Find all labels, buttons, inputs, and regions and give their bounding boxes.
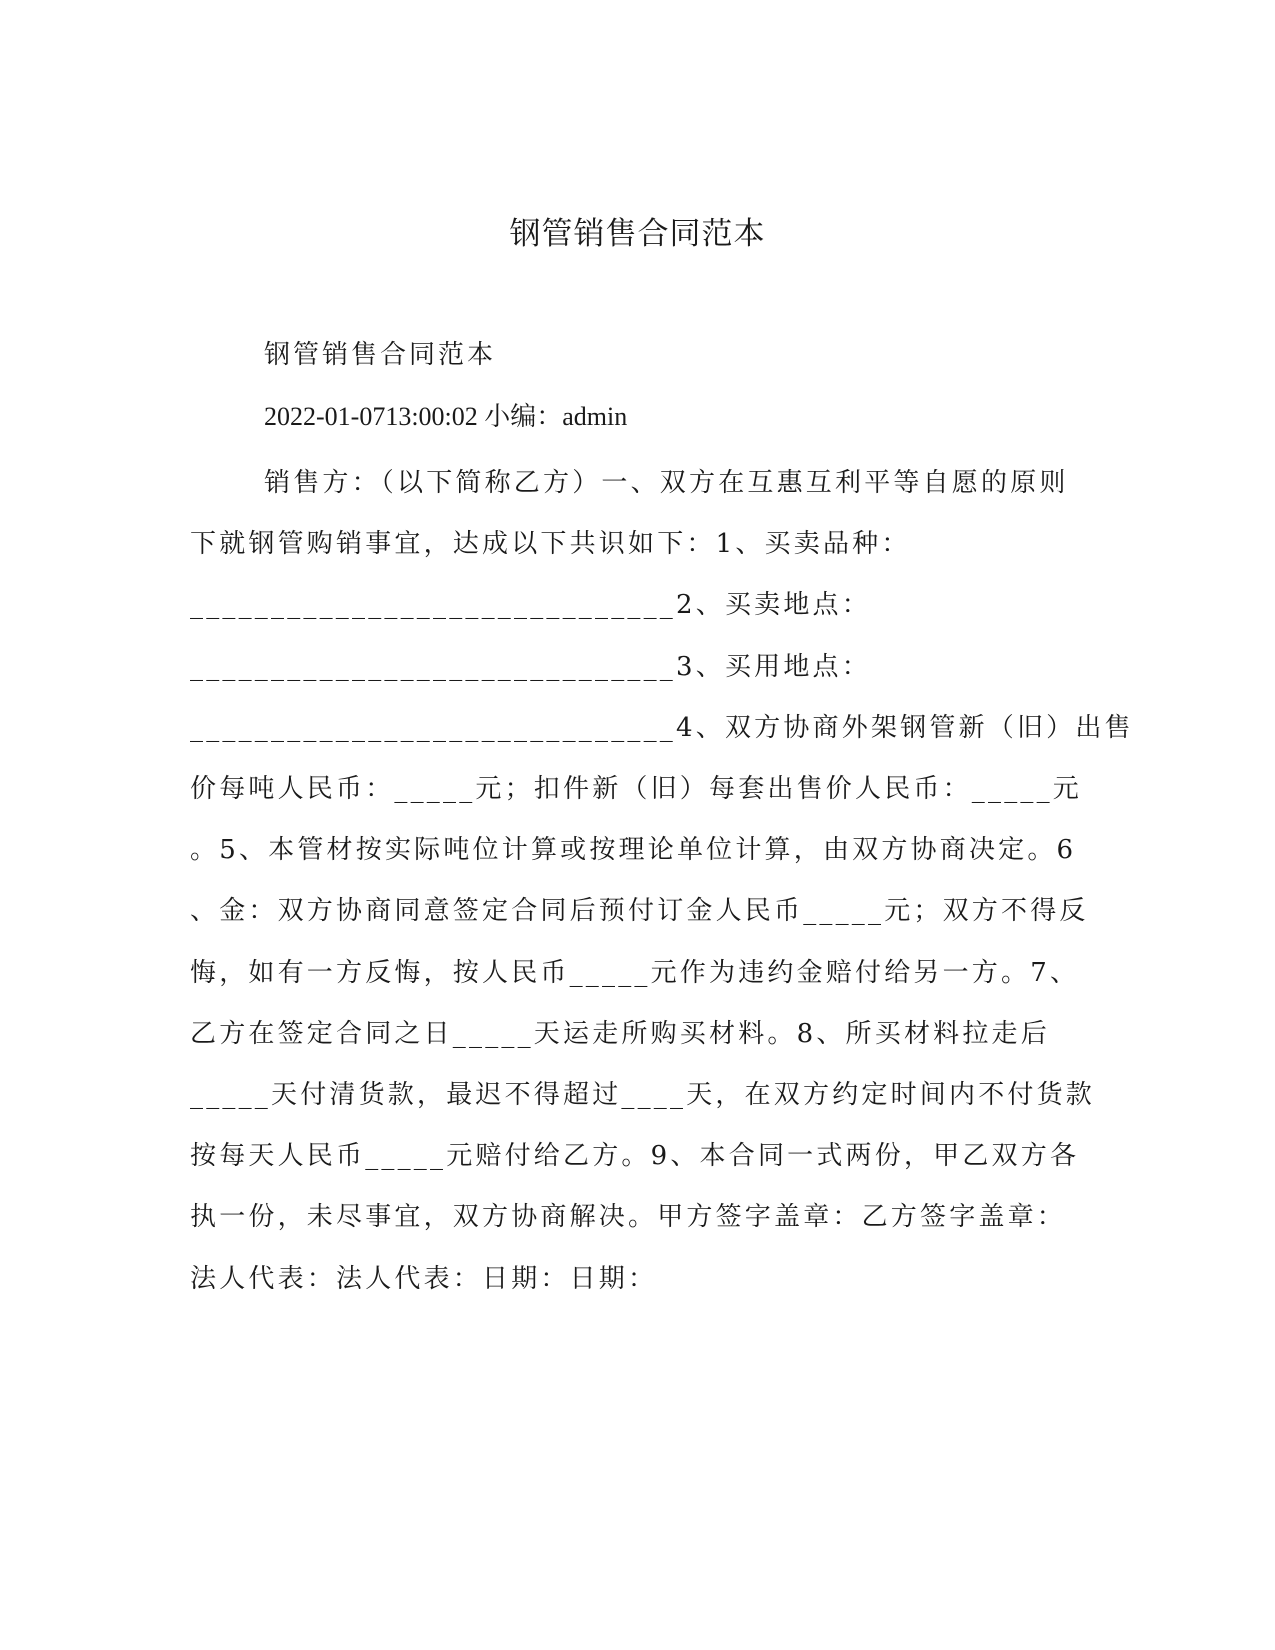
document-title: 钢管销售合同范本	[509, 216, 766, 252]
body-line: ______________________________3、买用地点：	[190, 651, 871, 682]
body-line: 执一份，未尽事宜，双方协商解决。甲方签字盖章：乙方签字盖章：	[190, 1202, 1067, 1233]
body-line: _____天付清货款，最迟不得超过____天，在双方约定时间内不付货款	[190, 1080, 1096, 1111]
body-line: 下就钢管购销事宜，达成以下共识如下：1、买卖品种：	[190, 529, 911, 560]
body-line: 价每吨人民币：_____元；扣件新（旧）每套出售价人民币：_____元	[190, 774, 1083, 805]
body-line: 、金：双方协商同意签定合同后预付订金人民币_____元；双方不得反	[190, 896, 1089, 927]
body-line: 销售方：（以下简称乙方）一、双方在互惠互利平等自愿的原则	[264, 468, 1069, 498]
body-line: 。5、本管材按实际吨位计算或按理论单位计算，由双方协商决定。6	[190, 835, 1077, 866]
contract-body	[190, 453, 1134, 1310]
body-line: 乙方在签定合同之日_____天运走所购买材料。8、所买材料拉走后	[190, 1018, 1050, 1049]
body-line: 法人代表：法人代表：日期：日期：	[190, 1263, 658, 1294]
body-line: ______________________________2、买卖地点：	[190, 590, 871, 621]
body-line: 悔，如有一方反悔，按人民币_____元作为违约金赔付给另一方。7、	[190, 957, 1080, 988]
body-line: 按每天人民币_____元赔付给乙方。9、本合同一式两份，甲乙双方各	[190, 1141, 1080, 1172]
document-subtitle: 钢管销售合同范本	[264, 340, 497, 370]
document-meta: 2022-01-0713:00:02 小编：admin	[264, 402, 628, 431]
body-line: ______________________________4、双方协商外架钢管新（旧）出售	[190, 712, 1134, 743]
